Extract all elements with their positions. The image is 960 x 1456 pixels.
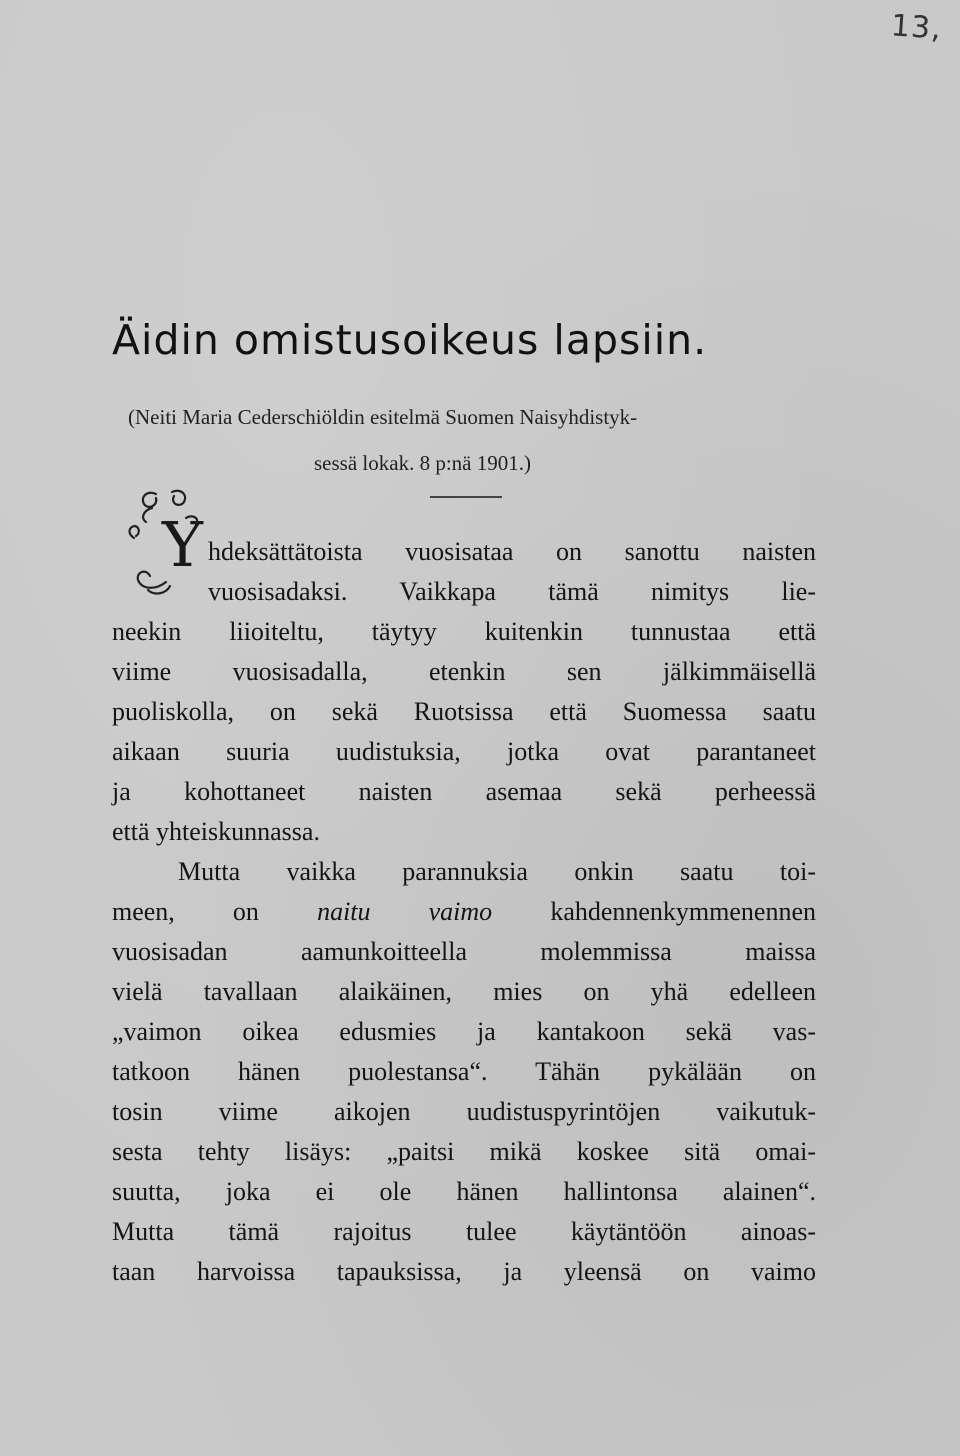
text-line: Mutta tämä rajoitus tulee käytäntöön ainoas- [112, 1217, 816, 1246]
text-line: ja kohottaneet naisten asemaa sekä perheessä [112, 777, 816, 806]
subtitle-line-2: sessä lokak. 8 p:nä 1901.) [314, 451, 531, 475]
text-line: vuosisadan aamunkoitteella molemmissa maissa [112, 937, 816, 966]
text-line: hdeksättätoista vuosisataa on sanottu naisten [208, 537, 816, 566]
text-line: suutta, joka ei ole hänen hallintonsa alainen“. [112, 1177, 816, 1206]
italic-phrase: naitu vaimo [317, 897, 493, 926]
text-line: tatkoon hänen puolestansa“. Tähän pykälään on [112, 1057, 816, 1086]
subtitle [128, 394, 828, 486]
dropcap-letter: Y [162, 508, 203, 581]
text-line: että yhteiskunnassa. [112, 817, 320, 846]
text-line: Mutta vaikka parannuksia onkin saatu toi- [178, 857, 816, 886]
text-line: aikaan suuria uudistuksia, jotka ovat parantaneet [112, 737, 816, 766]
page-number: 13, [890, 8, 944, 47]
text-line: vuosisadaksi. Vaikkapa tämä nimitys lie- [208, 577, 816, 606]
text-line: tosin viime aikojen uudistuspyrintöjen vaikutuk- [112, 1097, 816, 1126]
page-title: Äidin omistusoikeus lapsiin. [112, 316, 708, 364]
text-line-with-italic [112, 892, 816, 932]
text-line: vielä tavallaan alaikäinen, mies on yhä edelleen [112, 977, 816, 1006]
text-line: puoliskolla, on sekä Ruotsissa että Suomessa saatu [112, 697, 816, 726]
text-fragment: kahdennenkymmenennen [492, 897, 816, 926]
text-line: sesta tehty lisäys: „paitsi mikä koskee sitä omai- [112, 1137, 816, 1166]
text-line: neekin liioiteltu, täytyy kuitenkin tunnustaa että [112, 617, 816, 646]
article-body [112, 532, 816, 1292]
text-line: taan harvoissa tapauksissa, ja yleensä on vaimo [112, 1257, 816, 1286]
text-line: viime vuosisadalla, etenkin sen jälkimmäisellä [112, 657, 816, 686]
text-fragment: meen, on [112, 897, 318, 926]
text-line: „vaimon oikea edusmies ja kantakoon sekä vas- [112, 1017, 816, 1046]
subtitle-line-1: (Neiti Maria Cederschiöldin esitelmä Suomen Naisyhdistyk- [128, 405, 638, 429]
section-divider [430, 496, 502, 498]
